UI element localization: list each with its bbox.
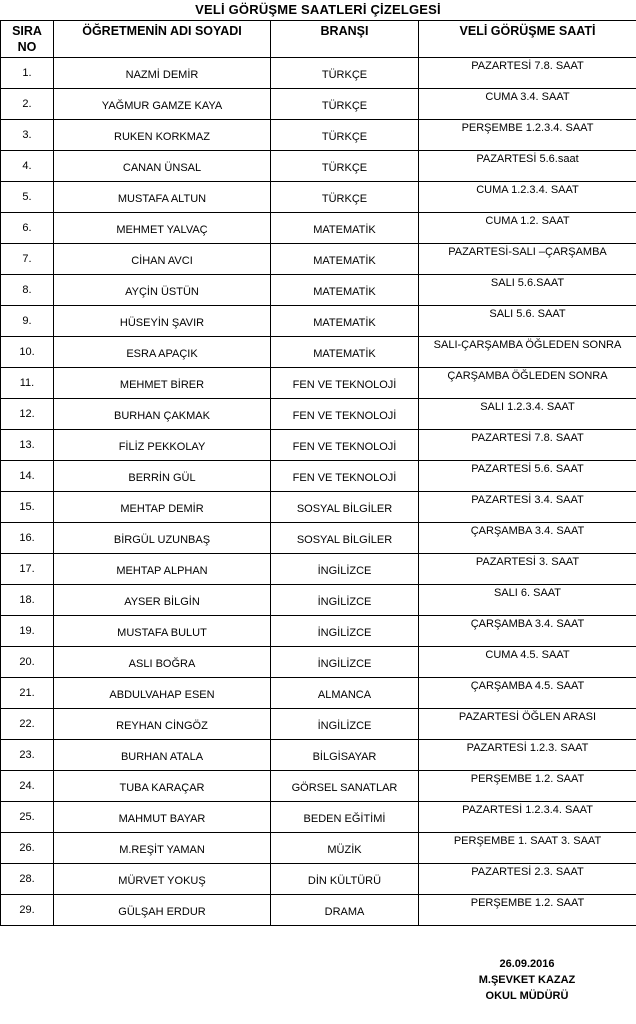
teacher-name: FİLİZ PEKKOLAY	[54, 430, 271, 461]
footer-signer: M.ŞEVKET KAZAZ	[478, 974, 576, 986]
row-number: 8.	[1, 275, 54, 306]
teacher-name: RUKEN KORKMAZ	[54, 120, 271, 151]
table-row	[1, 771, 636, 802]
teacher-name: MEHTAP DEMİR	[54, 492, 271, 523]
row-number: 16.	[1, 523, 54, 554]
branch: TÜRKÇE	[271, 120, 419, 151]
table-row	[1, 616, 636, 647]
row-number: 20.	[1, 647, 54, 678]
header-time: VELİ GÖRÜŞME SAATİ	[419, 21, 636, 58]
branch: BİLGİSAYAR	[271, 740, 419, 771]
meeting-time: PAZARTESİ 5.6. SAAT	[419, 461, 636, 492]
row-number: 29.	[1, 895, 54, 926]
meeting-time: PAZARTESİ 1.2.3.4. SAAT	[419, 802, 636, 833]
meeting-time: PAZARTESİ-SALI –ÇARŞAMBA	[419, 244, 636, 275]
row-number: 21.	[1, 678, 54, 709]
branch: MATEMATİK	[271, 213, 419, 244]
row-number: 6.	[1, 213, 54, 244]
meeting-time: PAZARTESİ 2.3. SAAT	[419, 864, 636, 895]
meeting-time: SALI-ÇARŞAMBA ÖĞLEDEN SONRA	[419, 337, 636, 368]
branch: İNGİLİZCE	[271, 616, 419, 647]
teacher-name: MUSTAFA ALTUN	[54, 182, 271, 213]
row-number: 3.	[1, 120, 54, 151]
branch: SOSYAL BİLGİLER	[271, 492, 419, 523]
table-row	[1, 678, 636, 709]
table-row	[1, 399, 636, 430]
table-row	[1, 554, 636, 585]
document-title: VELİ GÖRÜŞME SAATLERİ ÇİZELGESİ	[195, 2, 441, 17]
branch: TÜRKÇE	[271, 182, 419, 213]
header-name: ÖĞRETMENİN ADI SOYADI	[54, 21, 271, 58]
table-row	[1, 740, 636, 771]
footer-role: OKUL MÜDÜRÜ	[485, 990, 569, 1002]
meeting-time: PAZARTESİ 7.8. SAAT	[419, 430, 636, 461]
header-no: SIRA NO	[1, 21, 54, 58]
row-number: 2.	[1, 89, 54, 120]
meeting-time: PAZARTESİ ÖĞLEN ARASI	[419, 709, 636, 740]
footer-date: 26.09.2016	[499, 958, 555, 970]
meeting-time: PAZARTESİ 3. SAAT	[419, 554, 636, 585]
teacher-name: GÜLŞAH ERDUR	[54, 895, 271, 926]
teacher-name: CANAN ÜNSAL	[54, 151, 271, 182]
row-number: 23.	[1, 740, 54, 771]
meeting-time: SALI 6. SAAT	[419, 585, 636, 616]
meeting-time: ÇARŞAMBA 3.4. SAAT	[419, 616, 636, 647]
branch: MATEMATİK	[271, 306, 419, 337]
header-branch: BRANŞI	[271, 21, 419, 58]
branch: MATEMATİK	[271, 337, 419, 368]
branch: FEN VE TEKNOLOJİ	[271, 461, 419, 492]
row-number: 17.	[1, 554, 54, 585]
teacher-name: BURHAN ÇAKMAK	[54, 399, 271, 430]
teacher-name: BİRGÜL UZUNBAŞ	[54, 523, 271, 554]
teacher-name: HÜSEYİN ŞAVIR	[54, 306, 271, 337]
table-row	[1, 182, 636, 213]
teacher-name: ESRA APAÇIK	[54, 337, 271, 368]
table-row	[1, 492, 636, 523]
row-number: 26.	[1, 833, 54, 864]
branch: MATEMATİK	[271, 275, 419, 306]
table-row	[1, 337, 636, 368]
teacher-name: AYSER BİLGİN	[54, 585, 271, 616]
teacher-name: MAHMUT BAYAR	[54, 802, 271, 833]
table-row	[1, 802, 636, 833]
teacher-name: ASLI BOĞRA	[54, 647, 271, 678]
table-row	[1, 864, 636, 895]
row-number: 19.	[1, 616, 54, 647]
branch: İNGİLİZCE	[271, 554, 419, 585]
table-row	[1, 368, 636, 399]
meeting-time: CUMA 1.2. SAAT	[419, 213, 636, 244]
meeting-time: ÇARŞAMBA ÖĞLEDEN SONRA	[419, 368, 636, 399]
meeting-time: PERŞEMBE 1. SAAT 3. SAAT	[419, 833, 636, 864]
meeting-time: PERŞEMBE 1.2.3.4. SAAT	[419, 120, 636, 151]
row-number: 7.	[1, 244, 54, 275]
row-number: 10.	[1, 337, 54, 368]
table-row	[1, 833, 636, 864]
table-row	[1, 647, 636, 678]
branch: SOSYAL BİLGİLER	[271, 523, 419, 554]
teacher-name: TUBA KARAÇAR	[54, 771, 271, 802]
row-number: 24.	[1, 771, 54, 802]
branch: MÜZİK	[271, 833, 419, 864]
branch: FEN VE TEKNOLOJİ	[271, 430, 419, 461]
branch: TÜRKÇE	[271, 89, 419, 120]
table-row	[1, 120, 636, 151]
branch: GÖRSEL SANATLAR	[271, 771, 419, 802]
table-row	[1, 709, 636, 740]
row-number: 28.	[1, 864, 54, 895]
meeting-time: CUMA 3.4. SAAT	[419, 89, 636, 120]
meeting-time: SALI 5.6. SAAT	[419, 306, 636, 337]
row-number: 11.	[1, 368, 54, 399]
teacher-name: MEHMET BİRER	[54, 368, 271, 399]
teacher-name: REYHAN CİNGÖZ	[54, 709, 271, 740]
branch: TÜRKÇE	[271, 58, 419, 89]
table-row	[1, 213, 636, 244]
meeting-time: ÇARŞAMBA 4.5. SAAT	[419, 678, 636, 709]
branch: BEDEN EĞİTİMİ	[271, 802, 419, 833]
header-row	[1, 21, 636, 58]
branch: DRAMA	[271, 895, 419, 926]
meeting-time: PERŞEMBE 1.2. SAAT	[419, 895, 636, 926]
meeting-time: PERŞEMBE 1.2. SAAT	[419, 771, 636, 802]
teacher-name: ABDULVAHAP ESEN	[54, 678, 271, 709]
teacher-name: MEHTAP ALPHAN	[54, 554, 271, 585]
meeting-time: CUMA 4.5. SAAT	[419, 647, 636, 678]
teacher-name: MEHMET YALVAÇ	[54, 213, 271, 244]
teacher-name: BERRİN GÜL	[54, 461, 271, 492]
row-number: 4.	[1, 151, 54, 182]
table-row	[1, 306, 636, 337]
teacher-name: M.REŞİT YAMAN	[54, 833, 271, 864]
row-number: 1.	[1, 58, 54, 89]
table-row	[1, 58, 636, 89]
branch: FEN VE TEKNOLOJİ	[271, 399, 419, 430]
branch: ALMANCA	[271, 678, 419, 709]
teacher-name: MUSTAFA BULUT	[54, 616, 271, 647]
meeting-time: PAZARTESİ 1.2.3. SAAT	[419, 740, 636, 771]
teacher-name: MÜRVET YOKUŞ	[54, 864, 271, 895]
row-number: 12.	[1, 399, 54, 430]
teacher-name: NAZMİ DEMİR	[54, 58, 271, 89]
meeting-time: SALI 1.2.3.4. SAAT	[419, 399, 636, 430]
branch: İNGİLİZCE	[271, 709, 419, 740]
meeting-time: SALI 5.6.SAAT	[419, 275, 636, 306]
meeting-time: PAZARTESİ 3.4. SAAT	[419, 492, 636, 523]
row-number: 15.	[1, 492, 54, 523]
table-row	[1, 430, 636, 461]
meeting-time: CUMA 1.2.3.4. SAAT	[419, 182, 636, 213]
table-row	[1, 895, 636, 926]
meeting-time: ÇARŞAMBA 3.4. SAAT	[419, 523, 636, 554]
table-row	[1, 275, 636, 306]
teacher-name: AYÇİN ÜSTÜN	[54, 275, 271, 306]
row-number: 14.	[1, 461, 54, 492]
schedule-table	[0, 20, 636, 926]
meeting-time: PAZARTESİ 7.8. SAAT	[419, 58, 636, 89]
branch: MATEMATİK	[271, 244, 419, 275]
row-number: 13.	[1, 430, 54, 461]
table-row	[1, 89, 636, 120]
branch: TÜRKÇE	[271, 151, 419, 182]
table-row	[1, 523, 636, 554]
branch: DİN KÜLTÜRÜ	[271, 864, 419, 895]
branch: İNGİLİZCE	[271, 647, 419, 678]
row-number: 18.	[1, 585, 54, 616]
row-number: 22.	[1, 709, 54, 740]
table-row	[1, 151, 636, 182]
meeting-time: PAZARTESİ 5.6.saat	[419, 151, 636, 182]
table-row	[1, 244, 636, 275]
row-number: 5.	[1, 182, 54, 213]
teacher-name: YAĞMUR GAMZE KAYA	[54, 89, 271, 120]
branch: FEN VE TEKNOLOJİ	[271, 368, 419, 399]
teacher-name: BURHAN ATALA	[54, 740, 271, 771]
table-row	[1, 585, 636, 616]
branch: İNGİLİZCE	[271, 585, 419, 616]
table-row	[1, 461, 636, 492]
teacher-name: CİHAN AVCI	[54, 244, 271, 275]
row-number: 9.	[1, 306, 54, 337]
row-number: 25.	[1, 802, 54, 833]
